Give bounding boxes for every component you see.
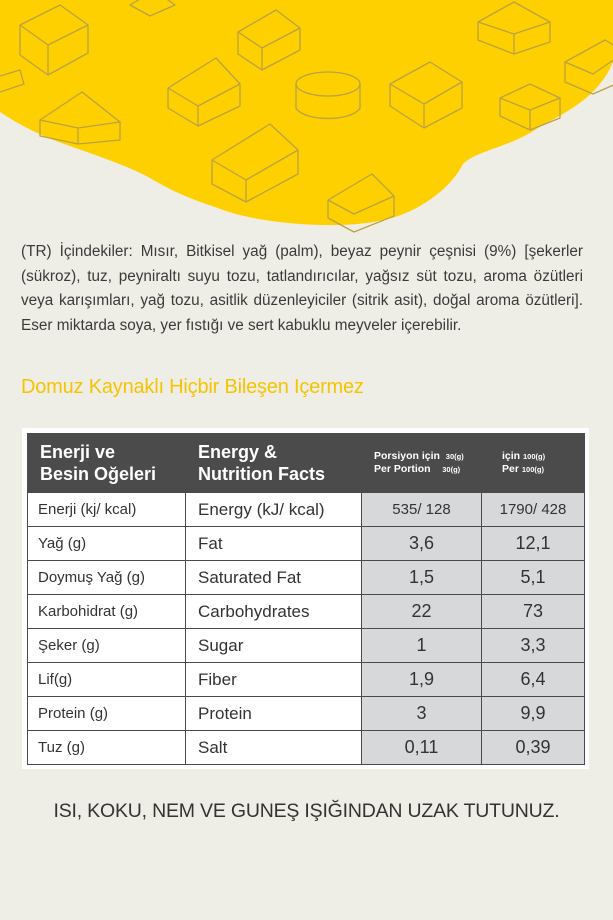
nutrient-name-en: Protein <box>186 697 362 731</box>
header-per100-en: Per <box>502 463 519 475</box>
table-row <box>28 561 585 595</box>
nutrient-name-en: Saturated Fat <box>186 561 362 595</box>
per100-value: 73 <box>482 595 585 629</box>
nutrition-table <box>27 433 585 765</box>
storage-warning: ISI, KOKU, NEM VE GUNEŞ IŞIĞINDAN UZAK TUTUNUZ. <box>53 800 560 822</box>
per100-value: 5,1 <box>482 561 585 595</box>
portion-value: 535/ 128 <box>362 493 482 527</box>
nutrient-name-en: Fiber <box>186 663 362 697</box>
header-portion-en: Per Portion <box>374 463 431 475</box>
per100-value: 1790/ 428 <box>482 493 585 527</box>
no-pork-notice: Domuz Kaynaklı Hiçbir Bileşen Içermez <box>21 376 364 398</box>
header-portion-tr: Porsiyon için <box>374 450 440 462</box>
header-per100-tr: için <box>502 450 521 462</box>
header-en <box>186 434 362 493</box>
table-row <box>28 731 585 765</box>
per100-value: 3,3 <box>482 629 585 663</box>
nutrient-name-en: Salt <box>186 731 362 765</box>
header-tr-line2: Besin Oğeleri <box>40 464 157 484</box>
table-row <box>28 697 585 731</box>
header-tr-line1: Enerji ve <box>40 442 116 462</box>
header-tr <box>28 434 186 493</box>
header-en-line1: Energy & <box>198 442 278 462</box>
portion-value: 1,9 <box>362 663 482 697</box>
portion-value: 22 <box>362 595 482 629</box>
header-per100-tr-amount: 100(g) <box>523 452 546 461</box>
nutrient-name-tr: Şeker (g) <box>28 629 186 663</box>
nutrient-name-en: Carbohydrates <box>186 595 362 629</box>
nutrient-name-tr: Lif(g) <box>28 663 186 697</box>
header-per100 <box>482 434 585 493</box>
table-row <box>28 493 585 527</box>
header-portion-en-amount: 30(g) <box>442 465 461 474</box>
nutrient-name-en: Energy (kJ/ kcal) <box>186 493 362 527</box>
header-portion-tr-amount: 30(g) <box>445 452 464 461</box>
table-row <box>28 527 585 561</box>
nutrient-name-tr: Doymuş Yağ (g) <box>28 561 186 595</box>
nutrient-name-tr: Yağ (g) <box>28 527 186 561</box>
nutrition-table-header <box>28 434 585 493</box>
header-per100-en-amount: 100(g) <box>521 465 544 474</box>
table-row <box>28 629 585 663</box>
nutrition-table-panel <box>22 428 589 769</box>
portion-value: 3 <box>362 697 482 731</box>
portion-value: 1 <box>362 629 482 663</box>
table-row <box>28 595 585 629</box>
table-row <box>28 663 585 697</box>
header-en-line2: Nutrition Facts <box>198 464 326 484</box>
nutrient-name-tr: Tuz (g) <box>28 731 186 765</box>
nutrient-name-en: Fat <box>186 527 362 561</box>
nutrient-name-tr: Enerji (kj/ kcal) <box>28 493 186 527</box>
nutrient-name-en: Sugar <box>186 629 362 663</box>
nutrient-name-tr: Karbohidrat (g) <box>28 595 186 629</box>
per100-value: 9,9 <box>482 697 585 731</box>
portion-value: 0,11 <box>362 731 482 765</box>
header-portion <box>362 434 482 493</box>
nutrient-name-tr: Protein (g) <box>28 697 186 731</box>
cheese-banner <box>0 0 613 240</box>
ingredients-text: (TR) İçindekiler: Mısır, Bitkisel yağ (palm), beyaz peynir çeşnisi (9%) [şekerler (sükroz), tuz, peyniraltı suyu tozu, tatlandırıcılar, yağsız süt tozu, aroma özütleri veya karışımları, yağ tozu, asitlik düzenleyiciler (sitrik asit), doğal aroma özütleri]. Eser miktarda soya, yer fıstığı ve sert kabuklu meyveler içerebilir. <box>21 243 583 334</box>
portion-value: 1,5 <box>362 561 482 595</box>
per100-value: 0,39 <box>482 731 585 765</box>
per100-value: 6,4 <box>482 663 585 697</box>
per100-value: 12,1 <box>482 527 585 561</box>
portion-value: 3,6 <box>362 527 482 561</box>
yellow-cloud-shape <box>0 0 613 225</box>
